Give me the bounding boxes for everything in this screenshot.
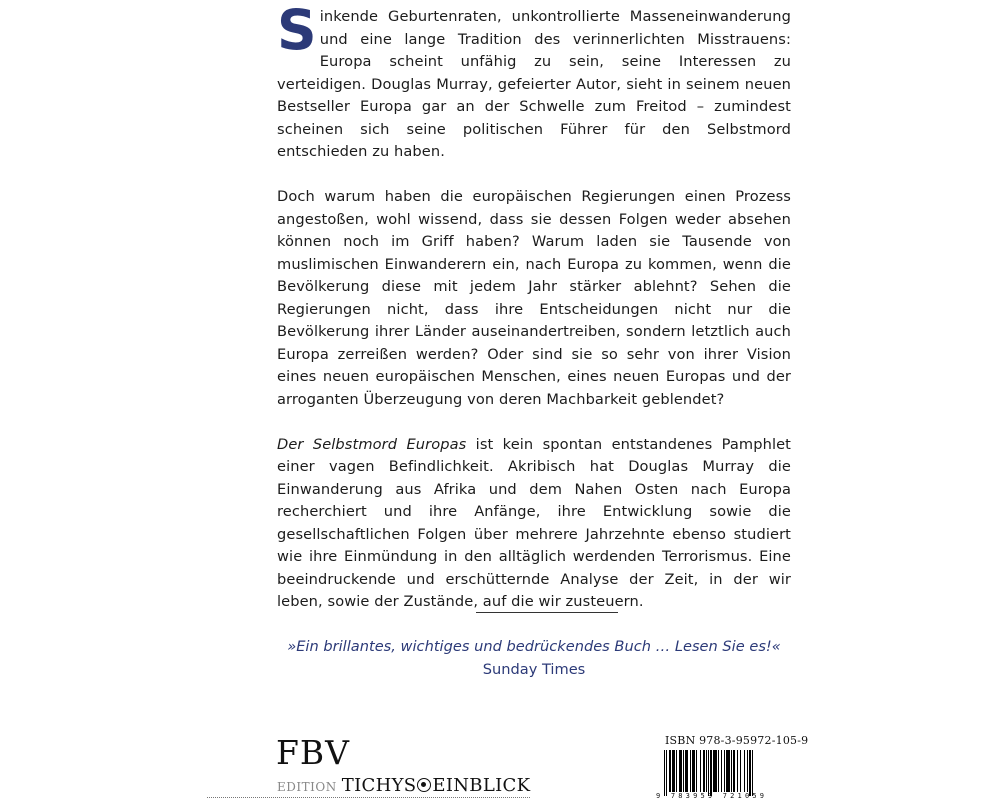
isbn-label: ISBN 978-3-95972-105-9 [665, 734, 809, 747]
review-source: Sunday Times [482, 661, 586, 678]
barcode-bar [744, 750, 745, 792]
imprint-einblick: EINBLICK [432, 775, 531, 796]
barcode-bar [669, 750, 670, 792]
barcode-bar [706, 750, 707, 792]
barcode-bar [696, 750, 697, 792]
eye-icon [417, 778, 431, 792]
barcode-bar [664, 750, 665, 796]
barcode-bar [676, 750, 677, 792]
barcode-bar [737, 750, 738, 792]
barcode-bar [672, 750, 675, 792]
barcode-bar [690, 750, 691, 792]
paragraph-3 [277, 434, 791, 614]
paragraph-2-text: Doch warum haben die europäischen Regierungen einen Prozess angestoßen, wohl wissend, dass sie dessen Folgen weder absehen können noch im Griff haben? Warum laden sie Tausende von muslimischen Einwanderern ein, nach Europa zu kommen, wenn die Bevölkerung diese mit jedem Jahr stärker ablehnt? Sehen die Regierungen nicht, dass ihre Entscheidungen nicht nur die Bevölkerung ihrer Länder auseinandertreiben, sondern letztlich auch Europa zerreißen werden? Oder sind sie so sehr von ihrer Vision eines neuen europäischen Menschen, eines neuen Europas und der arroganten Überzeugung von deren Machbarkeit geblendet? [277, 188, 791, 408]
fbv-logo: FBV [276, 733, 350, 772]
imprint-logo [277, 775, 530, 796]
barcode-bar [708, 750, 709, 796]
barcode-bar [747, 750, 748, 792]
edition-label: EDITION [277, 780, 337, 794]
barcode-bar [666, 750, 667, 796]
paragraph-3-text: ist kein spontan entstandenes Pamphlet einer vagen Befindlichkeit. Akribisch hat Douglas Murray die Einwanderung aus Afrika und dem Nahen Osten nach Europa recherchiert und ihre Anfänge, ihre Entwicklung sowie die gesellschaftlichen Folgen über mehrere Jahrzehnte ebenso studiert wie ihre Einmündung in den alltäglich werdenden Terrorismus. Eine beeindruckende und erschütternde Analyse der Zeit, in der wir leben, sowie der Zustände, auf die wir zusteuern. [277, 435, 791, 610]
barcode-bar [703, 750, 704, 792]
barcode-bar [718, 750, 719, 792]
barcode [664, 750, 792, 796]
barcode-digits: 9 783959 721059 [656, 792, 768, 800]
paragraph-1-text: inkende Geburtenraten, unkontrollierte Masseneinwanderung und eine lange Tradition des verinnerlichten Misstrauens: Europa scheint unfähig zu sein, seine Interessen zu verteidigen. Douglas Murray, gefeierter Autor, sieht in seinem neuen Bestseller Europa gar an der Schwelle zum Freitod – zumindest scheinen sich seine politischen Führer für den Selbstmord entschieden zu haben. [277, 8, 791, 160]
review-quote: »Ein brillantes, wichtiges und bedrückendes Buch … Lesen Sie es!« [287, 638, 781, 655]
dotted-rule [207, 797, 530, 798]
barcode-bar [752, 750, 753, 796]
paragraph-1 [277, 0, 791, 164]
section-divider [476, 612, 618, 613]
barcode-bar [731, 750, 732, 792]
barcode-bar [683, 750, 684, 792]
barcode-bar [710, 750, 712, 796]
barcode-bar [700, 750, 701, 792]
barcode-bar [740, 750, 741, 792]
barcode-bar [692, 750, 694, 792]
barcode-bar [713, 750, 716, 792]
book-title-italic: Der Selbstmord Europas [277, 435, 467, 453]
back-cover-text [277, 0, 791, 614]
barcode-bar [726, 750, 729, 792]
barcode-bar [685, 750, 688, 792]
barcode-bar [721, 750, 722, 792]
barcode-bar [724, 750, 725, 792]
barcode-bar [749, 750, 750, 796]
paragraph-2 [277, 186, 791, 411]
drop-cap: S [277, 0, 317, 62]
barcode-bar [733, 750, 735, 792]
imprint-tichys: TICHYS [341, 775, 417, 796]
barcode-bar [679, 750, 681, 792]
